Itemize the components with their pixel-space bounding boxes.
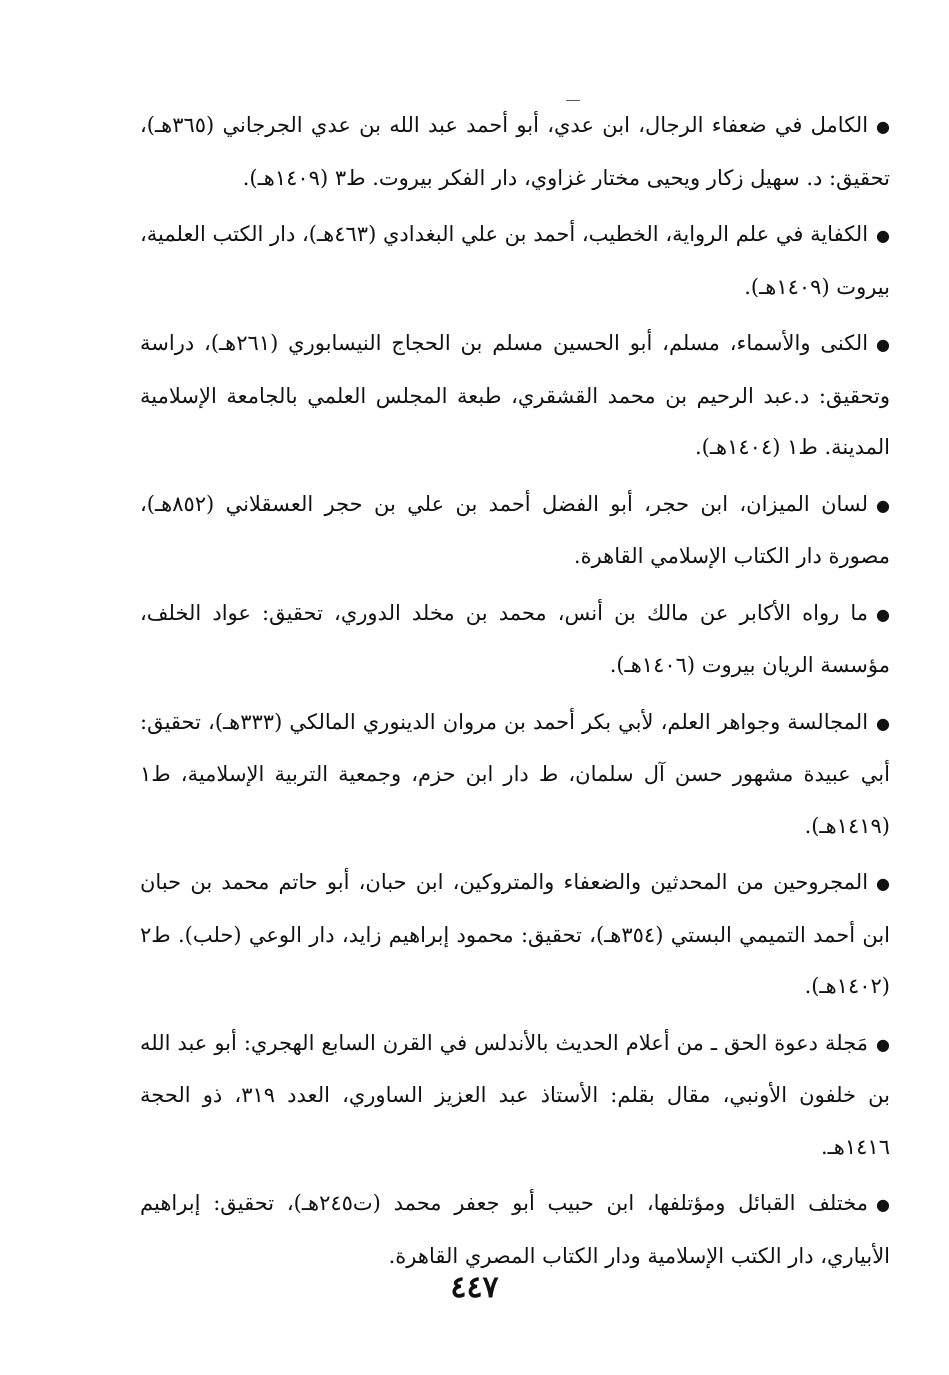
bullet-icon: ●: [876, 226, 891, 245]
bibliography-entry: [140, 1018, 890, 1174]
entry-text: الكفاية في علم الرواية، الخطيب، أحمد بن علي البغدادي (٤٦٣هـ)، دار الكتب العلمية، بيروت (١٤٠٩هـ).: [140, 222, 890, 299]
bullet-icon: ●: [876, 335, 890, 354]
bibliography-entry: [140, 100, 890, 204]
bullet-icon: ●: [876, 1195, 890, 1214]
entry-text: الكامل في ضعفاء الرجال، ابن عدي، أبو أحمد عبد الله بن عدي الجرجاني (٣٦٥هـ)، تحقيق: د. سهيل زكار ويحيى مختار غزاوي، دار الفكر بيروت. ط٣ (١٤٠٩هـ).: [140, 113, 890, 190]
bibliography-entry: [140, 318, 890, 474]
bibliography-entry: [140, 697, 890, 853]
entry-text: المجالسة وجواهر العلم، لأبي بكر أحمد بن مروان الدينوري المالكي (٣٣٣هـ)، تحقيق: أبي عبيدة مشهور حسن آل سلمان، ط دار ابن حزم، وجمعية التربية الإسلامية، ط١ (١٤١٩هـ).: [140, 709, 890, 838]
bullet-icon: ●: [876, 713, 890, 733]
entry-text: مختلف القبائل ومؤتلفها، ابن حبيب أبو جعفر محمد (ت٢٤٥هـ)، تحقيق: إبراهيم الأبياري، دار الكتب الإسلامية ودار الكتاب المصري القاهرة.: [140, 1191, 890, 1268]
bibliography-entry: [140, 209, 890, 313]
bibliography-entry: [140, 1178, 890, 1282]
bibliography-entry: [140, 479, 890, 583]
bibliography-entry: [140, 857, 890, 1013]
bullet-icon: ●: [876, 495, 890, 515]
bullet-icon: ●: [876, 874, 890, 893]
entry-text: المجروحين من المحدثين والضعفاء والمتروكين، ابن حبان، أبو حاتم محمد بن حبان ابن أحمد التميمي البستي (٣٥٤هـ)، تحقيق: محمود إبراهيم زايد، دار الوعي (حلب). ط٢ (١٤٠٢هـ).: [140, 870, 890, 998]
bullet-icon: ●: [876, 1034, 890, 1054]
entry-text: لسان الميزان، ابن حجر، أبو الفضل أحمد بن علي بن حجر العسقلاني (٨٥٢هـ)، مصورة دار الكتاب الإسلامي القاهرة.: [140, 491, 890, 568]
entry-text: الكنى والأسماء، مسلم، أبو الحسين مسلم بن الحجاج النيسابوري (٢٦١هـ)، دراسة وتحقيق: د.عبد الرحيم بن محمد القشقري، طبعة المجلس العلمي بالجامعة الإسلامية المدينة. ط١ (١٤٠٤هـ).: [140, 331, 890, 459]
bibliography-entry: [140, 588, 890, 692]
entry-text: ما رواه الأكابر عن مالك بن أنس، محمد بن مخلد الدوري، تحقيق: عواد الخلف، مؤسسة الريان بيروت (١٤٠٦هـ).: [140, 600, 890, 677]
bibliography-list: [140, 100, 890, 1287]
page-number: ٤٤٧: [450, 1270, 499, 1305]
bullet-icon: ●: [876, 117, 890, 136]
entry-text: مَجلة دعوة الحق ـ من أعلام الحديث بالأندلس في القرن السابع الهجري: أبو عبد الله بن خلفون الأونبي، مقال بقلم: الأستاذ عبد العزيز الساوري، العدد ٣١٩، ذو الحجة ١٤١٦هـ.: [140, 1030, 890, 1159]
bullet-icon: ●: [876, 604, 890, 624]
